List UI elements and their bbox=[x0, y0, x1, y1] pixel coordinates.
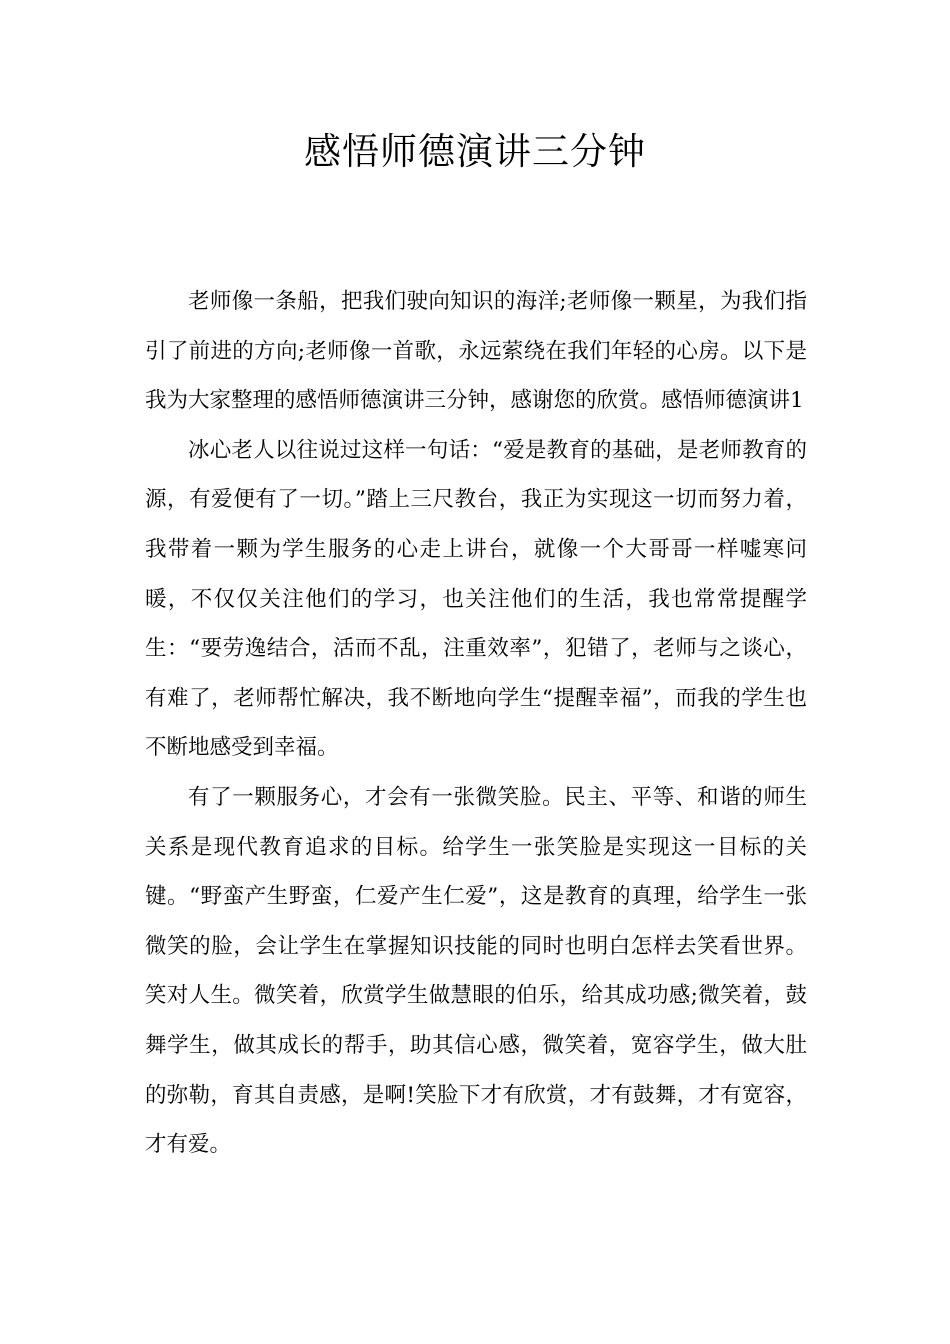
paragraph-3: 有了一颗服务心，才会有一张微笑脸。民主、平等、和谐的师生关系是现代教育追求的目标。给学生一张笑脸是实现这一目标的关键。“野蛮产生野蛮，仁爱产生仁爱”，这是教育的真理，给学生一张微笑的脸，会让学生在掌握知识技能的同时也明白怎样去笑看世界。笑对人生。微笑着，欣赏学生做慧眼的伯乐，给其成功感;微笑着，鼓舞学生，做其成长的帮手，助其信心感，微笑着，宽容学生，做大肚的弥勒，育其自责感，是啊!笑脸下才有欣赏，才有鼓舞，才有宽容，才有爱。 bbox=[145, 784, 807, 1158]
paragraph-1: 老师像一条船，把我们驶向知识的海洋;老师像一颗星，为我们指引了前进的方向;老师像一首歌，永远萦绕在我们年轻的心房。以下是我为大家整理的感悟师德演讲三分钟，感谢您的欣赏。感悟师德演讲1 bbox=[145, 289, 807, 414]
page-title: 感悟师德演讲三分钟 bbox=[304, 130, 646, 173]
document-body bbox=[145, 277, 807, 1170]
paragraph-2: 冰心老人以往说过这样一句话：“爱是教育的基础，是老师教育的源，有爱便有了一切。”踏上三尺教台，我正为实现这一切而努力着，我带着一颗为学生服务的心走上讲台，就像一个大哥哥一样嘘寒问暖，不仅仅关注他们的学习，也关注他们的生活，我也常常提醒学生：“要劳逸结合，活而不乱，注重效率”，犯错了，老师与之谈心，有难了，老师帮忙解决，我不断地向学生“提醒幸福”，而我的学生也不断地感受到幸福。 bbox=[145, 437, 807, 761]
